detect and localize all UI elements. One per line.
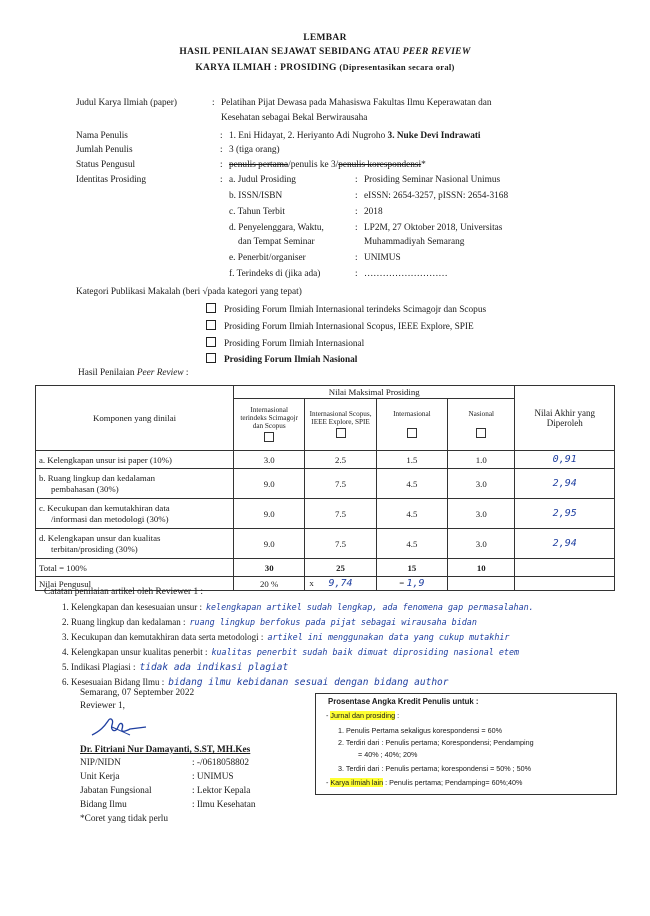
kredit-box [315,693,617,795]
sub-d-value-2: Muhammadiyah Semarang [364,237,465,247]
handwritten-note: kualitas penerbit sudah baik dimuat diprosiding nasional etem [211,647,520,657]
pengusul-score: 9,74 [328,578,353,589]
nama-value [229,131,481,141]
col-header [234,399,305,451]
sub-c-label: c. Tahun Terbit [229,207,285,217]
cell-value: 4.5 [376,529,447,559]
empty-cell [448,577,515,591]
judul-label: Judul Karya Ilmiah (paper) [76,98,177,108]
jumlah-value: 3 (tiga orang) [229,145,280,155]
akhir-header: Nilai Akhir yang Diperoleh [515,386,615,451]
kredit-item-1 [326,711,399,720]
row-label [36,469,234,499]
row-label-2: terbitan/prosiding (30%) [51,543,138,554]
title-normal: HASIL PENILAIAN SEJAWAT SEBIDANG ATAU [179,47,403,57]
cell-value: 9.0 [234,529,305,559]
table-row [36,469,615,499]
checkbox[interactable] [206,320,216,330]
jumlah-label: Jumlah Penulis [76,145,133,155]
title-italic: PEER REVIEW [402,47,471,57]
bullet: - [326,778,331,787]
colon: : [355,191,358,201]
nama-bold: 3. Nuke Devi Indrawati [387,131,481,141]
status-mid: /penulis ke 3/ [288,160,339,170]
row-label-2: pembahasan (30%) [51,483,119,494]
unit-row [80,772,300,782]
table-row [36,529,615,559]
pengusul-pct: 20 % [234,577,305,591]
kategori-item [206,353,357,365]
kategori-label: Prosiding Forum Ilmiah Nasional [224,355,358,365]
total-label: Total = 100% [36,559,234,577]
row-label [36,499,234,529]
cell-value: 4.5 [376,499,447,529]
colon: : [220,131,223,141]
judul-value-1: Pelatihan Pijat Dewasa pada Mahasiswa Fakultas Ilmu Keperawatan dan [221,98,492,108]
item-label: 6. Kesesuaian Bidang Ilmu : [62,677,165,687]
bidang-label: Bidang Ilmu [80,800,127,810]
kredit-sub-3: 3. Terdiri dari : Penulis pertama; korespondensi = 50% ; 50% [338,764,532,773]
place-date: Semarang, 07 September 2022 [80,688,195,698]
total-value: 15 [376,559,447,577]
colon: : [212,98,215,108]
score-cell: 2,95 [515,499,615,529]
table-row [36,499,615,529]
doc-title-line3 [0,62,650,73]
col-header-text: Internasional [393,409,431,418]
doc-title-line1: LEMBAR [303,33,347,43]
colon: : [220,175,223,185]
cell-value: 2.5 [305,451,376,469]
colon: : [355,269,358,279]
handwritten-note: artikel ini menggunakan data yang cukup mutakhir [267,632,510,642]
item-label: 2. Ruang lingkup dan kedalaman : [62,617,186,627]
kategori-item [206,303,486,315]
kredit-item-2 [326,778,522,787]
sub-e-value: UNIMUS [364,253,401,263]
sub-b-value: eISSN: 2654-3257, pISSN: 2654-3168 [364,191,509,201]
row-label [36,529,234,559]
kategori-item [206,337,364,349]
sub-d-label-1: d. Penyelenggara, Waktu, [229,223,324,233]
catatan-title: Catatan penilaian artikel oleh Reviewer 1 : [44,587,204,597]
sub-f-label: f. Terindeks di (jika ada) [229,269,321,279]
multiply-sign: x [309,578,314,588]
kategori-label: Prosiding Forum Ilmiah Internasional terindeks Scimagojr dan Scopus [224,305,487,315]
review-score-table [35,385,615,591]
status-end: * [421,160,426,170]
row-label-1: c. Kecukupan dan kemutakhiran data [39,502,170,513]
empty-cell [515,577,615,591]
cell-value: 1.0 [448,451,515,469]
colon: : [220,145,223,155]
total-value: 30 [234,559,305,577]
col-header [305,399,376,451]
pengusul-calc [305,577,376,591]
jabatan-label: Jabatan Fungsional [80,786,152,796]
checkbox[interactable] [264,432,274,442]
sub-a-label: a. Judul Prosiding [229,175,296,185]
cell-value: 3.0 [448,469,515,499]
cell-value: 7.5 [305,499,376,529]
total-value: 10 [448,559,515,577]
hasil-end: : [183,368,189,378]
cell-value: 3.0 [448,499,515,529]
sub-a-value: Prosiding Seminar Nasional Unimus [364,175,501,185]
nip-label: NIP/NIDN [80,758,121,768]
score-cell: 2,94 [515,469,615,499]
col-header-text: Internasional Scopus, IEEE Explore, SPIE [309,409,372,426]
status-strike-2: penulis korespondensi [338,160,422,170]
colon: : [355,253,358,263]
sub-d-label-2: dan Tempat Seminar [238,237,315,247]
jabatan-value: : Lektor Kepala [192,786,251,796]
sub-d-value-1: LP2M, 27 Oktober 2018, Universitas [364,223,503,233]
reviewer-label: Reviewer 1, [80,701,125,711]
cell-value: 7.5 [305,469,376,499]
cell-value: 9.0 [234,469,305,499]
doc-title-line2 [0,47,650,57]
checkbox[interactable] [476,428,486,438]
cell-value: 9.0 [234,499,305,529]
cell-value: 3.0 [234,451,305,469]
item-label: 1. Kelengkapan dan kesesuaian unsur : [62,602,202,612]
colon: : [355,175,358,185]
sub-b-label: b. ISSN/ISBN [229,191,283,201]
empty-cell [515,559,615,577]
col-header [448,399,515,451]
bullet: - [326,711,331,720]
colon: : [220,160,223,170]
row-label-1: b. Ruang lingkup dan kedalaman [39,472,156,483]
kredit-sub-1: 1. Penulis Pertama sekaligus korespondensi = 60% [338,726,503,735]
pengusul-result: 1,9 [406,578,425,589]
colon: : [355,223,358,233]
title-note: (Dipresentasikan secara oral) [339,62,455,72]
col-header [376,399,447,451]
col-header-text: Internasional terindeks Scimagojr dan Scopus [240,405,299,430]
unit-label: Unit Kerja [80,772,120,782]
nama-normal: 1. Eni Hidayat, 2. Heriyanto Adi Nugroho [229,131,388,141]
cell-value: 4.5 [376,469,447,499]
jabatan-row [80,786,300,796]
total-value: 25 [305,559,376,577]
list-item [62,602,534,612]
highlight-text: Jurnal dan prosiding [330,711,396,720]
sub-c-value: 2018 [364,207,383,217]
list-item [62,632,509,642]
item-label: 3. Kecukupan dan kemutakhiran data serta metodologi : [62,632,264,642]
bidang-value: : Ilmu Kesehatan [192,800,256,810]
reviewer-name: Dr. Fitriani Nur Damayanti, S.ST, MH.Kes [80,745,251,755]
checkbox[interactable] [336,428,346,438]
checkbox[interactable] [407,428,417,438]
nip-value: : -/0618058802 [192,758,250,768]
nilai-max-header: Nilai Maksimal Prosiding [234,386,515,399]
nama-label: Nama Penulis [76,131,128,141]
title-main: KARYA ILMIAH : PROSIDING [195,63,337,73]
pengusul-result-cell [376,577,447,591]
row-label-2: /informasi dan metodologi (30%) [51,513,169,524]
equals-sign: = [399,578,405,588]
checkbox[interactable] [206,353,216,363]
coret-note: *Coret yang tidak perlu [80,814,169,824]
col-header-text: Nasional [468,409,495,418]
sub-e-label: e. Penerbit/organiser [229,253,306,263]
nip-row [80,758,300,768]
komponen-header: Komponen yang dinilai [36,386,234,451]
kategori-label: Prosiding Forum Ilmiah Internasional [224,339,365,349]
colon: : [355,207,358,217]
judul-value-2: Kesehatan sebagai Bekal Berwirausaha [221,113,368,123]
checkbox[interactable] [206,303,216,313]
handwritten-note: kelengkapan artikel sudah lengkap, ada fenomena gap permasalahan. [205,602,534,612]
score-cell: 2,94 [515,529,615,559]
kredit-sub-2b: = 40% ; 40%; 20% [358,750,418,759]
handwritten-note: ruang lingkup berfokus pada pijat sebagai wirausaha bidan [189,617,477,627]
row-label: a. Kelengkapan unsur isi paper (10%) [36,451,234,469]
sub-f-value: ……………………… [364,269,448,279]
highlight-text: Karya ilmiah lain [330,778,384,787]
item-label: 4. Kelengkapan unsur kualitas penerbit : [62,647,208,657]
pengusul-label: Nilai Pengusul [36,577,234,591]
hasil-normal: Hasil Penilaian [78,368,137,378]
cell-value: 3.0 [448,529,515,559]
status-strike-1: penulis pertama [229,160,289,170]
row-label-1: d. Kelengkapan unsur dan kualitas [39,532,161,543]
total-row [36,559,615,577]
item-label: 5. Indikasi Plagiasi : [62,662,136,672]
kategori-item [206,320,474,332]
hasil-italic: Peer Review [136,368,184,378]
status-label: Status Pengusul [76,160,136,170]
kategori-title: Kategori Publikasi Makalah (beri √pada kategori yang tepat) [76,287,302,297]
handwritten-note: bidang ilmu kebidanan sesuai dengan bidang author [168,677,449,688]
list-item [62,677,449,688]
kredit-title: Prosentase Angka Kredit Penulis untuk : [328,697,479,706]
score-cell: 0,91 [515,451,615,469]
unit-value: : UNIMUS [192,772,234,782]
list-item [62,617,477,627]
cell-value: 7.5 [305,529,376,559]
signature-mark [90,713,150,743]
checkbox[interactable] [206,337,216,347]
identitas-label: Identitas Prosiding [76,175,146,185]
list-item [62,647,519,657]
kredit-sub-2a: 2. Terdiri dari : Penulis pertama; Korespondensi; Pendamping [338,738,534,747]
bidang-row [80,800,300,810]
handwritten-note: tidak ada indikasi plagiat [139,662,289,673]
list-item [62,662,288,673]
table-row [36,451,615,469]
item-end: : Penulis pertama; Pendamping= 60%;40% [383,778,523,787]
hasil-title [78,368,189,378]
status-value [229,160,426,170]
cell-value: 1.5 [376,451,447,469]
kategori-label: Prosiding Forum Ilmiah Internasional Scopus, IEEE Explore, SPIE [224,322,474,332]
item-end: : [395,711,400,720]
